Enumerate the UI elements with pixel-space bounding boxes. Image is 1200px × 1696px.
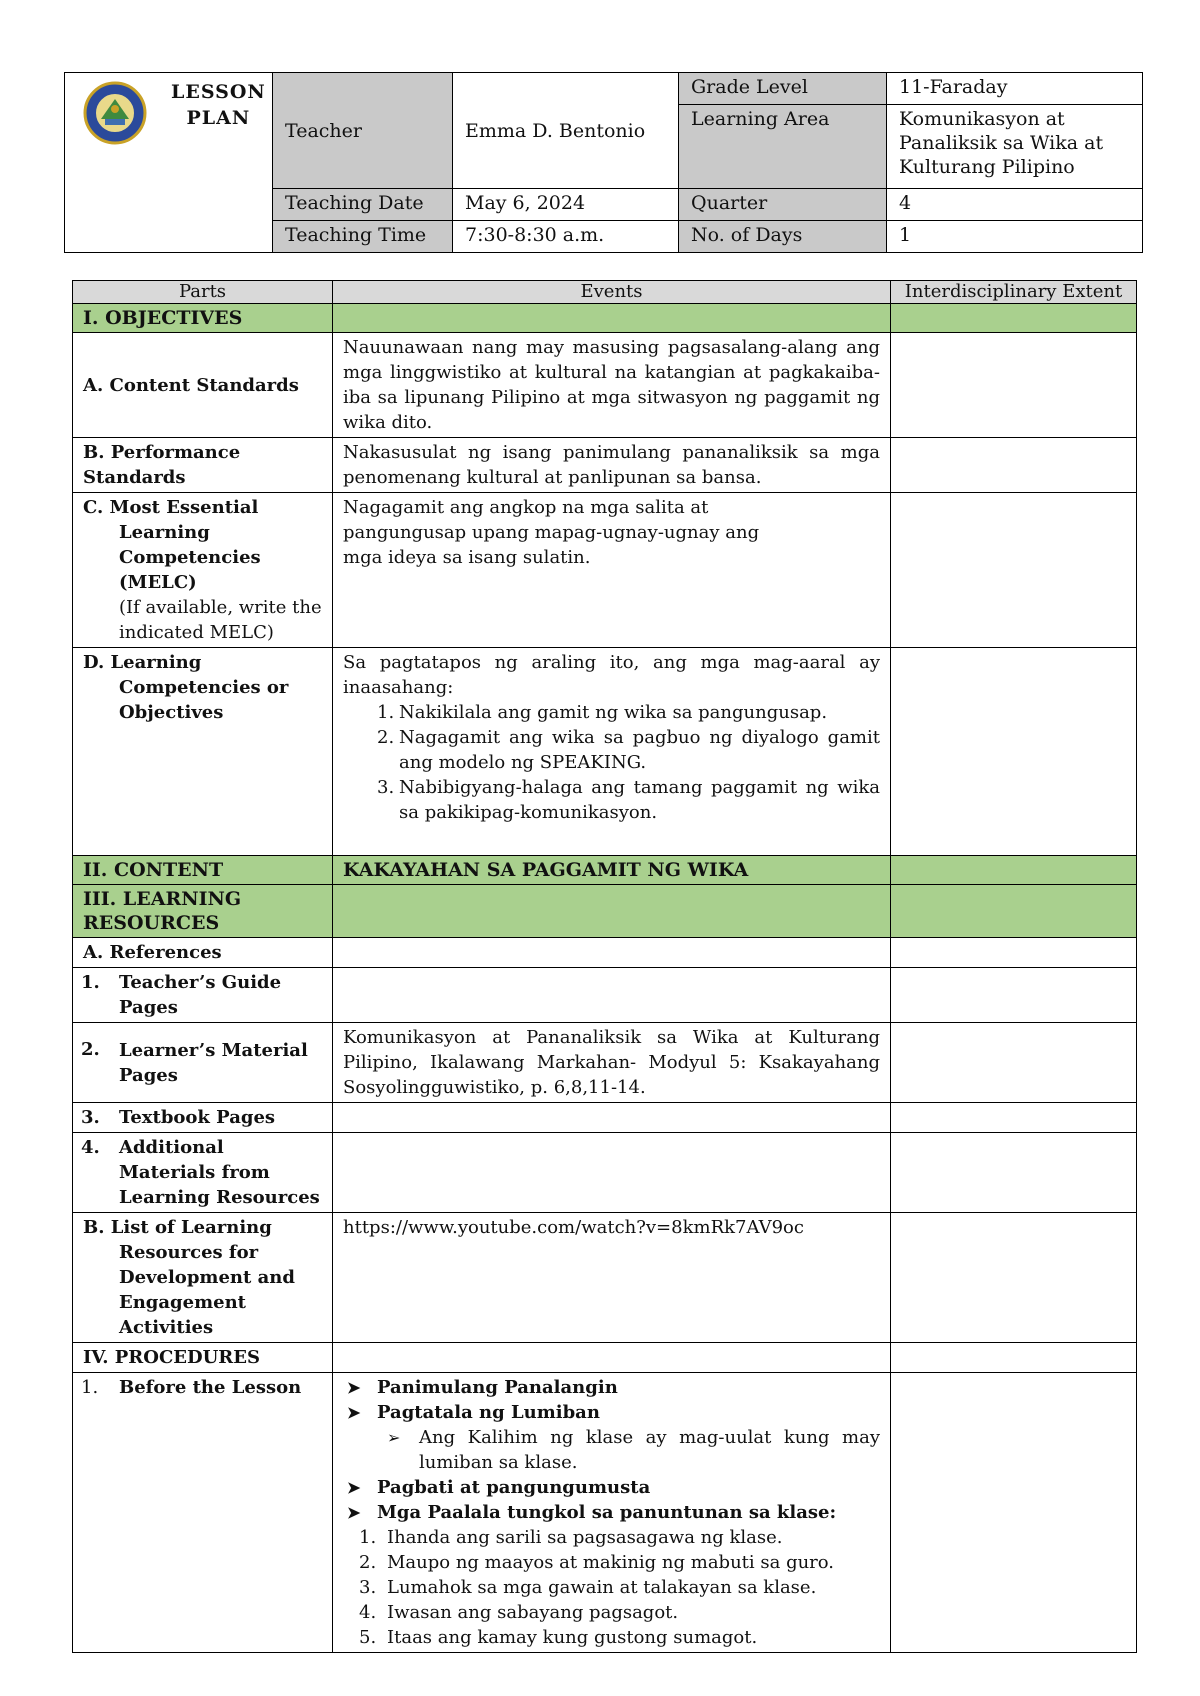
section-row-objectives <box>73 304 1137 333</box>
row-label: 2. Learner’s Material Pages <box>73 1023 333 1103</box>
row-text <box>333 1373 891 1653</box>
table-row <box>73 968 1137 1023</box>
row-label: 4. Additional Materials from Learning Resources <box>73 1133 333 1213</box>
row-text: Nakasusulat ng isang panimulang pananaliksik sa mga penomenang kultural at panlipunan sa bansa. <box>333 438 891 493</box>
lesson-plan-header <box>64 72 1143 253</box>
list-item: 3. Nabibigyang-halaga ang tamang paggamit ng wika sa pakikipag-komunikasyon. <box>377 777 880 823</box>
section-row-resources <box>73 885 1137 938</box>
list-item: ➤ Panimulang Panalangin <box>347 1377 618 1398</box>
date-label: Teaching Date <box>273 189 453 221</box>
row-label: A. References <box>73 938 333 968</box>
quarter-value: 4 <box>887 189 1143 221</box>
logo-title-cell <box>65 73 273 253</box>
table-row <box>73 938 1137 968</box>
table-row <box>73 1023 1137 1103</box>
column-header: Parts <box>73 281 333 304</box>
arrow-bullet-icon: ➤ <box>347 1478 361 1497</box>
list-item: 4. Iwasan ang sabayang pagsagot. <box>359 1602 679 1623</box>
arrow-bullet-icon: ➢ <box>387 1428 401 1447</box>
row-text: Nagagamit ang angkop na mga salita at pangungusap upang mapag-ugnay-ugnay ang mga ideya sa isang sulatin. <box>333 493 891 648</box>
days-label: No. of Days <box>679 221 887 253</box>
quarter-label: Quarter <box>679 189 887 221</box>
area-value: Komunikasyon at Panaliksik sa Wika at Kulturang Pilipino <box>887 105 1143 189</box>
arrow-bullet-icon: ➤ <box>347 1403 361 1422</box>
list-item: ➤ Pagtatala ng Lumiban <box>347 1402 600 1423</box>
table-row <box>73 493 1137 648</box>
row-label: D. Learning Competencies or Objectives <box>73 648 333 856</box>
list-item: 5. Itaas ang kamay kung gustong sumagot. <box>359 1627 758 1648</box>
arrow-bullet-icon: ➤ <box>347 1503 361 1522</box>
table-row <box>73 648 1137 856</box>
list-item: 1. Nakikilala ang gamit ng wika sa pangungusap. <box>377 702 828 723</box>
list-item: ➤ Mga Paalala tungkol sa panuntunan sa klase: <box>347 1502 837 1523</box>
table-row <box>73 438 1137 493</box>
table-row <box>73 1373 1137 1653</box>
date-value: May 6, 2024 <box>453 189 679 221</box>
objectives-list <box>343 700 880 825</box>
document-title: LESSON PLAN <box>171 81 266 129</box>
teacher-label: Teacher <box>273 73 453 189</box>
section-heading: I. OBJECTIVES <box>73 304 333 333</box>
row-label: B. List of Learning Resources for Development and Engagement Activities <box>73 1213 333 1343</box>
area-label: Learning Area <box>679 105 887 189</box>
arrow-bullet-icon: ➤ <box>347 1378 361 1397</box>
row-text: Sa pagtatapos ng araling ito, ang mga mag-aaral ay inaasahang: 1. Nakikilala ang gamit ng wika sa pangungusap. 2. Nagagamit ang wika sa pagbuo ng diyalogo gamit ang modelo ng SPEAKING. 3. Nabibigyang-halaga ang tamang paggamit ng wika sa pakikipag-komunikasyon. <box>333 648 891 856</box>
section-row-procedures <box>73 1343 1137 1373</box>
lesson-plan-table <box>72 280 1137 1653</box>
school-seal-icon <box>83 81 147 145</box>
list-item: 2. Maupo ng maayos at makinig ng mabuti sa guro. <box>359 1552 835 1573</box>
row-label: C. Most Essential Learning Competencies (MELC) (If available, write the indicated MELC) <box>73 493 333 648</box>
column-header: Interdisciplinary Extent <box>891 281 1137 304</box>
table-row <box>73 1213 1137 1343</box>
row-label: A. Content Standards <box>73 333 333 438</box>
list-item: 3. Lumahok sa mga gawain at talakayan sa klase. <box>359 1577 817 1598</box>
section-heading: II. CONTENT <box>73 856 333 885</box>
table-row <box>73 1103 1137 1133</box>
row-text: Nauunawaan nang may masusing pagsasalang-alang ang mga linggwistiko at kultural na katangian at pagkakaiba-iba sa lipunang Pilipino at mga sitwasyon ng paggamit ng wika dito. <box>333 333 891 438</box>
table-row <box>73 333 1137 438</box>
days-value: 1 <box>887 221 1143 253</box>
section-heading: IV. PROCEDURES <box>73 1343 333 1373</box>
list-item: 1. Ihanda ang sarili sa pagsasagawa ng klase. <box>359 1527 783 1548</box>
section-heading: III. LEARNING RESOURCES <box>73 885 333 938</box>
list-item: ➤ Pagbati at pangungumusta <box>347 1477 651 1498</box>
row-label: 1. Teacher’s Guide Pages <box>73 968 333 1023</box>
list-item: 2. Nagagamit ang wika sa pagbuo ng diyalogo gamit ang modelo ng SPEAKING. <box>377 727 880 773</box>
time-label: Teaching Time <box>273 221 453 253</box>
grade-label: Grade Level <box>679 73 887 105</box>
row-label: 1. Before the Lesson <box>73 1373 333 1653</box>
row-label: B. Performance Standards <box>73 438 333 493</box>
column-header-row <box>73 281 1137 304</box>
teacher-value: Emma D. Bentonio <box>453 73 679 189</box>
list-item: ➢ Ang Kalihim ng klase ay mag-uulat kung may lumiban sa klase. <box>387 1427 880 1473</box>
class-rules-list <box>343 1525 880 1650</box>
content-value: KAKAYAHAN SA PAGGAMIT NG WIKA <box>333 856 891 885</box>
resource-link[interactable]: https://www.youtube.com/watch?v=8kmRk7AV9oc <box>333 1213 891 1343</box>
row-text: Komunikasyon at Pananaliksik sa Wika at Kulturang Pilipino, Ikalawang Markahan- Modyul 5: Ksakayahang Sosyolingguwistiko, p. 6,8,11-14. <box>333 1023 891 1103</box>
time-value: 7:30-8:30 a.m. <box>453 221 679 253</box>
section-row-content <box>73 856 1137 885</box>
table-row <box>73 1133 1137 1213</box>
row-label: 3. Textbook Pages <box>73 1103 333 1133</box>
column-header: Events <box>333 281 891 304</box>
grade-value: 11-Faraday <box>887 73 1143 105</box>
